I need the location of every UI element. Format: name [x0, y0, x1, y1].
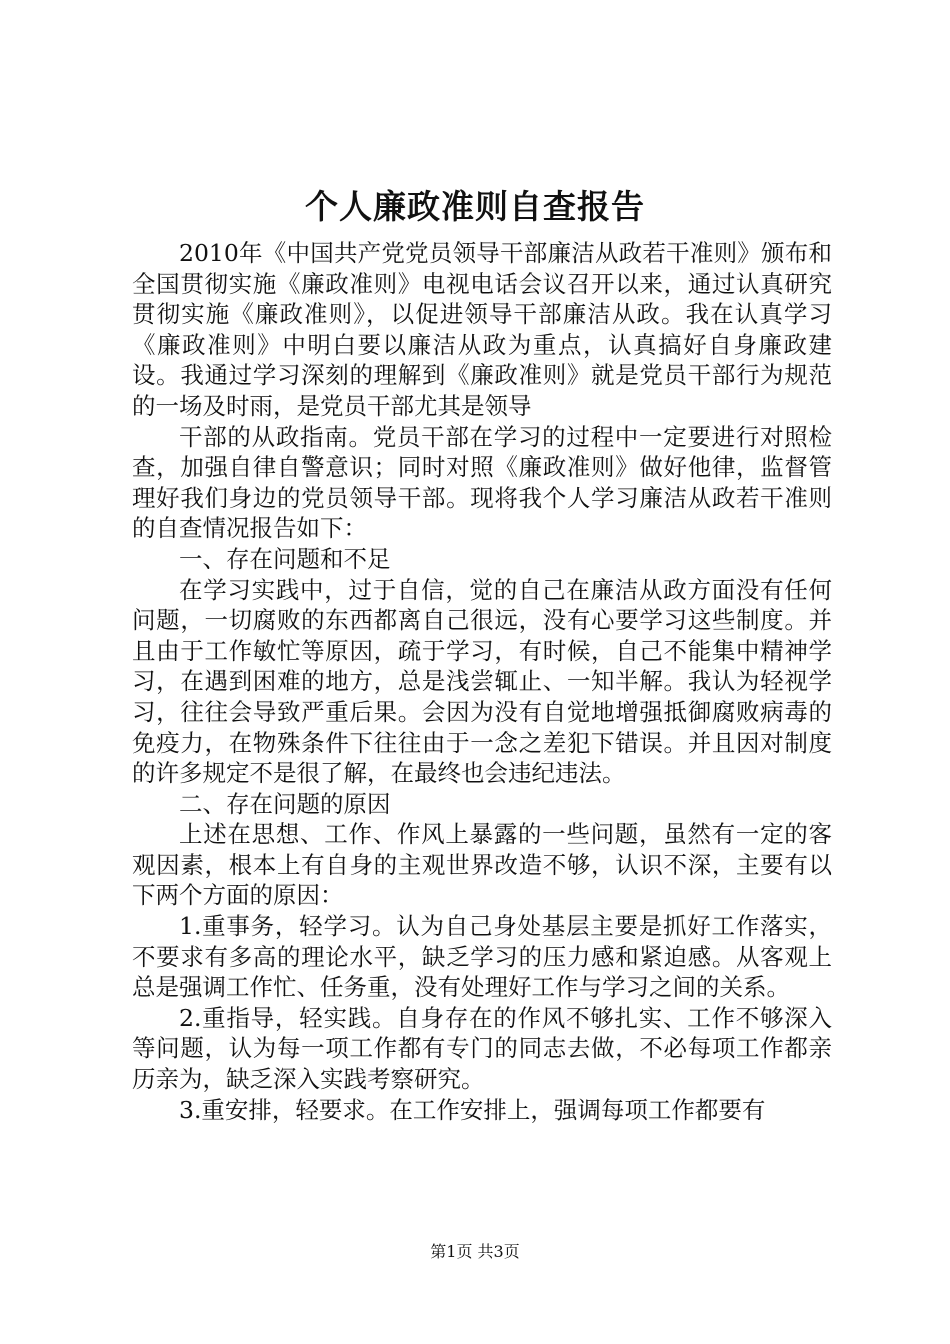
section-heading-problems: 一、存在问题和不足 [179, 544, 391, 573]
page-footer: 第1页 共3页 [430, 1242, 520, 1261]
paragraph-1: 2010年《中国共产党党员领导干部廉洁从政若干准则》颁布和全国贯彻实施《廉政准则》电视电话会议召开以来，通过认真研究贯彻实施《廉政准则》，以促进领导干部廉洁从政。我在认真学习《廉政准则》中明白要以廉洁从政为重点，认真搞好自身廉政建设。我通过学习深刻的理解到《廉政准则》就是党员干部行为规范的一场及时雨，是党员干部尤其是领导 [132, 239, 832, 420]
list-item-1: 1.重事务，轻学习。认为自己身处基层主要是抓好工作落实，不要求有多高的理论水平，缺乏学习的压力感和紧迫感。从客观上总是强调工作忙、任务重，没有处理好工作与学习之间的关系。 [132, 912, 832, 1002]
section-heading-causes: 二、存在问题的原因 [179, 789, 391, 818]
document-title: 个人廉政准则自查报告 [305, 187, 645, 226]
list-item-3: 3.重安排，轻要求。在工作安排上，强调每项工作都要有 [179, 1095, 766, 1124]
paragraph-4: 上述在思想、工作、作风上暴露的一些问题，虽然有一定的客观因素，根本上有自身的主观世界改造不够，认识不深，主要有以下两个方面的原因： [132, 820, 832, 910]
paragraph-3: 在学习实践中，过于自信，觉的自己在廉洁从政方面没有任何问题，一切腐败的东西都离自己很远，没有心要学习这些制度。并且由于工作敏忙等原因，疏于学习，有时候，自己不能集中精神学习，在遇到困难的地方，总是浅尝辄止、一知半解。我认为轻视学习，往往会导致严重后果。会因为没有自觉地增强抵御腐败病毒的免疫力，在物殊条件下往往由于一念之差犯下错误。并且因对制度的许多规定不是很了解，在最终也会违纪违法。 [132, 575, 832, 788]
paragraph-2: 干部的从政指南。党员干部在学习的过程中一定要进行对照检查，加强自律自警意识；同时对照《廉政准则》做好他律，监督管理好我们身边的党员领导干部。现将我个人学习廉洁从政若干准则的自查情况报告如下： [132, 422, 832, 543]
list-item-2: 2.重指导，轻实践。自身存在的作风不够扎实、工作不够深入等问题，认为每一项工作都有专门的同志去做，不必每项工作都亲历亲为，缺乏深入实践考察研究。 [132, 1003, 832, 1094]
document-body [132, 238, 832, 1125]
